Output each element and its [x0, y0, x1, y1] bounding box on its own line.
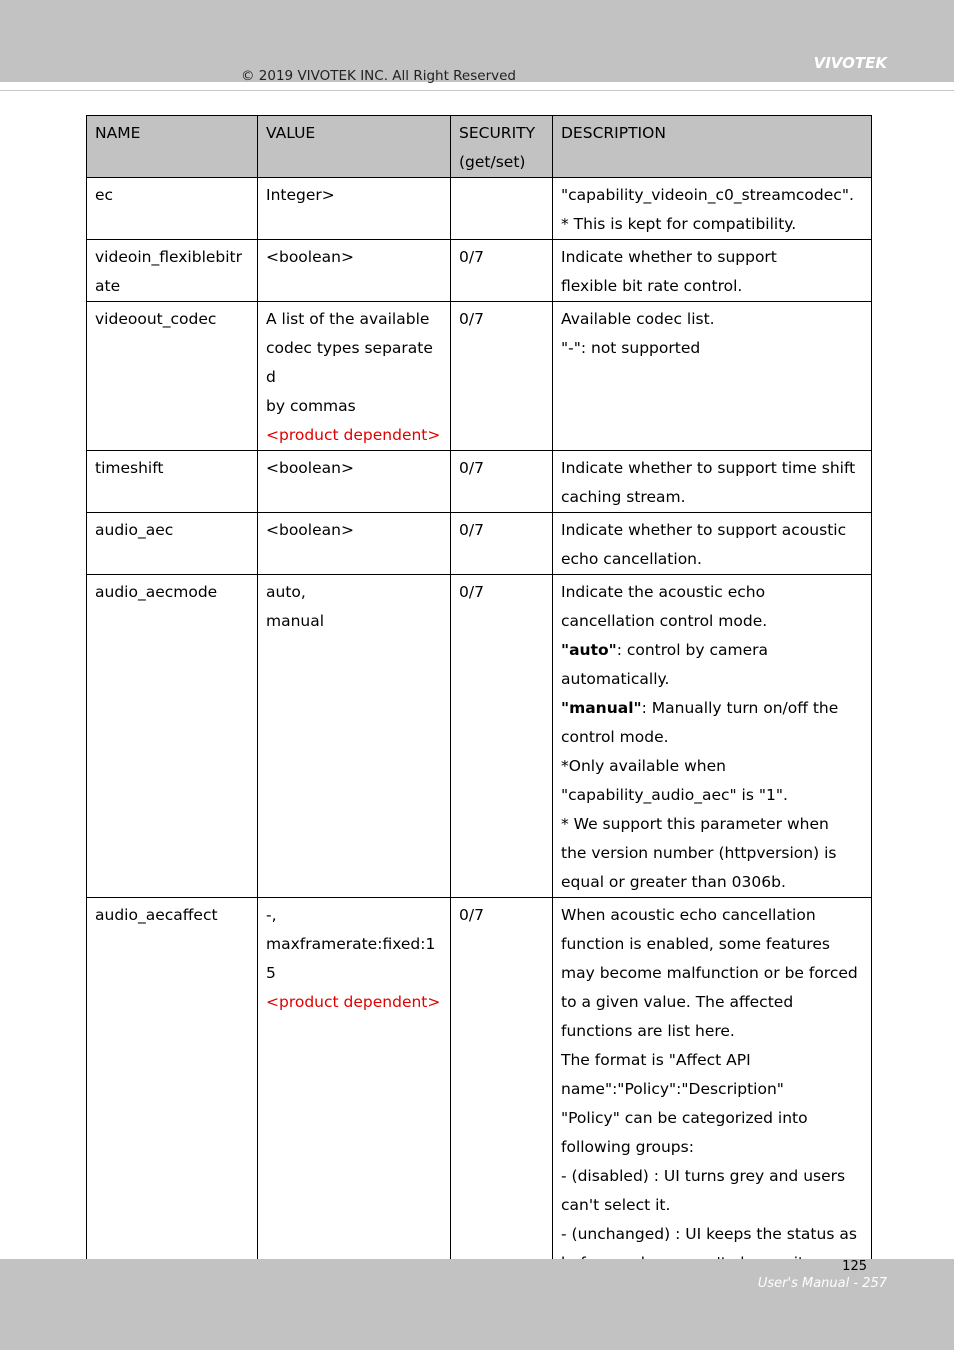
param-value-text: <boolean>	[266, 521, 354, 539]
param-value-text: codec types separated	[266, 339, 433, 386]
param-security-cell: 0/7	[451, 575, 553, 898]
param-value-cell	[258, 302, 451, 451]
table-header-row	[87, 116, 872, 178]
description-text: following groups:	[561, 1138, 694, 1156]
manual-page-label: User's Manual - 257	[757, 1276, 887, 1291]
param-security-cell: 0/7	[451, 451, 553, 513]
description-text: functions are list here.	[561, 1022, 735, 1040]
param-name-cell	[87, 178, 258, 240]
description-text	[561, 607, 863, 636]
security-header-line: SECURITY	[459, 124, 536, 142]
description-fragment: the version number (httpversion) is	[561, 844, 837, 862]
param-value-text: auto,	[266, 583, 306, 601]
description-text: may become malfunction or be forced	[561, 964, 858, 982]
table-row	[87, 302, 872, 451]
param-name-cell	[87, 575, 258, 898]
copyright-notice: © 2019 VIVOTEK INC. All Right Reserved	[241, 68, 516, 84]
column-header-description: DESCRIPTION	[553, 116, 872, 178]
description-text: function is enabled, some features	[561, 935, 830, 953]
param-name-text: ec	[95, 186, 114, 204]
param-name-text: ate	[95, 277, 121, 295]
param-value-text: Integer>	[266, 186, 335, 204]
description-keyword: "manual"	[561, 699, 642, 717]
param-name-cell	[87, 240, 258, 302]
column-header-name: NAME	[87, 116, 258, 178]
description-fragment: Indicate the acoustic echo	[561, 583, 766, 601]
description-text: When acoustic echo cancellation	[561, 906, 816, 924]
table-row	[87, 898, 872, 1279]
description-text: "-": not supported	[561, 339, 701, 357]
param-name-text: audio_aec	[95, 521, 174, 539]
param-value-cell	[258, 513, 451, 575]
description-text: * This is kept for compatibility.	[561, 215, 797, 233]
description-text: can't select it.	[561, 1196, 671, 1214]
description-text	[561, 578, 863, 607]
description-fragment: * We support this parameter when	[561, 815, 829, 833]
column-header-security	[451, 116, 553, 178]
description-text: - (unchanged) : UI keeps the status as	[561, 1225, 857, 1243]
param-value-cell	[258, 178, 451, 240]
brand-logo: VIVOTEK	[813, 54, 887, 72]
param-security-cell: 0/7	[451, 513, 553, 575]
param-value-text: -,	[266, 906, 277, 924]
param-name-text: audio_aecaffect	[95, 906, 218, 924]
description-keyword: "auto"	[561, 641, 617, 659]
description-text	[561, 868, 863, 897]
param-value-text: 5	[266, 964, 276, 982]
description-fragment: equal or greater than 0306b.	[561, 873, 786, 891]
security-header-line: (get/set)	[459, 153, 526, 171]
description-text: caching stream.	[561, 488, 686, 506]
description-fragment: "capability_audio_aec" is "1".	[561, 786, 788, 804]
param-description-cell	[553, 898, 872, 1279]
param-value-text: by commas	[266, 397, 356, 415]
description-text: flexible bit rate control.	[561, 277, 743, 295]
description-text: echo cancellation.	[561, 550, 702, 568]
param-description-cell	[553, 451, 872, 513]
table-row	[87, 513, 872, 575]
product-dependent-note: <product dependent>	[266, 993, 441, 1011]
param-description-cell	[553, 178, 872, 240]
param-name-cell	[87, 513, 258, 575]
param-security-cell: 0/7	[451, 898, 553, 1279]
description-fragment: : Manually turn on/off the	[641, 699, 839, 717]
description-text: "capability_videoin_c0_streamcodec".	[561, 186, 854, 204]
footer-band	[0, 1259, 954, 1350]
description-text	[561, 636, 863, 665]
description-text: name":"Policy":"Description"	[561, 1080, 784, 1098]
param-value-cell	[258, 451, 451, 513]
description-text	[561, 694, 863, 723]
param-name-text: videoin_flexiblebitr	[95, 248, 243, 266]
param-security-cell	[451, 178, 553, 240]
description-text	[561, 810, 863, 839]
param-security-cell: 0/7	[451, 240, 553, 302]
param-security-cell: 0/7	[451, 302, 553, 451]
description-fragment: *Only available when	[561, 757, 726, 775]
page-number: 125	[842, 1259, 867, 1274]
description-fragment: : control by camera	[616, 641, 768, 659]
column-header-value: VALUE	[258, 116, 451, 178]
table-row	[87, 178, 872, 240]
param-name-text: videoout_codec	[95, 310, 217, 328]
param-value-cell	[258, 898, 451, 1279]
param-name-cell	[87, 302, 258, 451]
description-text	[561, 752, 863, 781]
description-text	[561, 839, 863, 868]
description-fragment: automatically.	[561, 670, 670, 688]
description-text: Indicate whether to support acoustic	[561, 521, 847, 539]
param-description-cell	[553, 513, 872, 575]
description-text: Indicate whether to support	[561, 248, 777, 266]
param-description-cell	[553, 575, 872, 898]
param-name-text: audio_aecmode	[95, 583, 218, 601]
description-text: Available codec list.	[561, 310, 715, 328]
description-text	[561, 781, 863, 810]
description-text: to a given value. The affected	[561, 993, 794, 1011]
description-fragment: cancellation control mode.	[561, 612, 768, 630]
table-row	[87, 451, 872, 513]
param-value-text: manual	[266, 612, 325, 630]
table-body	[87, 178, 872, 1279]
param-value-text: <boolean>	[266, 459, 354, 477]
product-dependent-note: <product dependent>	[266, 426, 441, 444]
param-value-text: <boolean>	[266, 248, 354, 266]
param-description-cell	[553, 302, 872, 451]
param-value-text: maxframerate:fixed:1	[266, 935, 436, 953]
table-row	[87, 240, 872, 302]
param-value-text: A list of the available	[266, 310, 430, 328]
description-text: The format is "Affect API	[561, 1051, 751, 1069]
param-name-text: timeshift	[95, 459, 164, 477]
param-name-cell	[87, 451, 258, 513]
description-text	[561, 723, 863, 752]
description-text: "Policy" can be categorized into	[561, 1109, 808, 1127]
description-text: Indicate whether to support time shift	[561, 459, 856, 477]
description-text	[561, 665, 863, 694]
parameter-table	[86, 115, 872, 1279]
description-fragment: control mode.	[561, 728, 669, 746]
param-description-cell	[553, 240, 872, 302]
description-text: - (disabled) : UI turns grey and users	[561, 1167, 846, 1185]
header-divider	[0, 90, 954, 91]
table-row	[87, 575, 872, 898]
param-value-cell	[258, 240, 451, 302]
param-name-cell	[87, 898, 258, 1279]
param-value-cell	[258, 575, 451, 898]
